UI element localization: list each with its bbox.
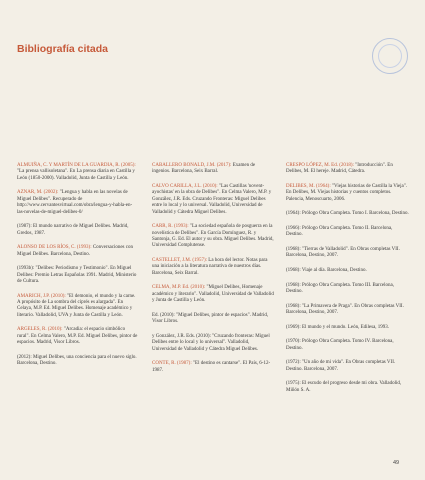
entry-text: "La sociedad española de posguerra en la novelística de Delibes". En García Domínguez, R. y Santonja, G. Ed. El autor y su obra. Miguel Delibes. Madrid, Universidad Complutense. (152, 224, 274, 249)
bibliography-entry (152, 334, 274, 353)
entry-author: CONTE, R. (1987): (152, 361, 192, 367)
bibliography-entry (286, 184, 410, 203)
entry-author: ARGELES, R. (2010): (17, 327, 63, 333)
bibliography-column-2 (152, 163, 274, 382)
entry-author: AMARICH, J.P. (2010): (17, 293, 66, 299)
bibliography-entry (286, 226, 410, 239)
bibliography-entry (17, 294, 139, 320)
bibliography-entry (152, 313, 274, 326)
bibliography-entry (152, 184, 274, 216)
entry-text: "Lengua y habla en las novelas de Miguel Delibes". Recuperado de http://www.cervantesvirtual.com/obra/lengua-y-habla-en-las-novelas-de-miguel-delibes-0/ (17, 190, 133, 215)
page-number: 49 (393, 460, 400, 466)
entry-text: "Las Castillas 'noventayochistas' en la obra de Delibes". En Celma Valero, M.P. y González, J.R. Eds. Cruzando Fronteras: Miguel Delibes entre lo local y lo universal. Valladolid, Universidad de Valladolid y Cátedra Miguel Delibes. (152, 184, 272, 215)
entry-text: (2012): Miguel Delibes, una conciencia para el nuevo siglo. Barcelona, Destino. (17, 354, 137, 367)
entry-text: (1966): Prólogo Obra Completa. Tomo II. Barcelona, Destino. (286, 226, 393, 238)
entry-text: "El demonio, el mundo y la carne. A propósito de La sombra del ciprés es alargada". En Celaya, M.P. Ed. Miguel Delibes. Homenaje académico y literario. Valladolid, UVA y Junta de Castilla y León. (17, 293, 136, 318)
entry-text: "Arcadia: el espacio simbólico rural". En Celma Valero, M.P. Ed. Miguel Delibes, pintor de espacios. Madrid, Visor Libros. (17, 327, 138, 346)
entry-text: (1968): "La Primavera de Praga". En Obras completas VII. Barcelona, Destino, 2007. (286, 303, 404, 315)
bibliography-entry (286, 339, 410, 352)
entry-text: (1968): Viaje al día. Barcelona, Destino. (286, 268, 367, 273)
entry-text: "La prensa vallisoletana". En La prensa diaria en Castilla y León (1850-2000). Valladolid, Junta de Castilla y León. (17, 169, 135, 181)
entry-text: (1968): "Tierras de Valladolid". En Obras completas VII. Barcelona, Destino, 2007. (286, 247, 400, 259)
entry-text: (1987): El mundo narrativo de Miguel Delibes. Madrid, Gredos, 1987. (17, 224, 129, 236)
bibliography-entry (152, 285, 274, 304)
bibliography-entry (152, 163, 274, 176)
entry-author: CABALLERO BONALD, J.M. (2017): (152, 163, 232, 168)
entry-text: "Viejas historias de Castilla la Vieja". En Delibes, M. Viejas historias y cuentos completos. Palencia, Menoscuarto, 2006. (286, 184, 408, 202)
bibliography-entry (17, 266, 139, 285)
entry-text: La hora del lector. Notas para una iniciación a la literatura narrativa de nuestros días. Barcelona, Seix Barral. (152, 258, 268, 276)
entry-text: "Introducción". En Delibes, M. El hereje. Madrid, Cátedra. (286, 163, 393, 175)
entry-text: (1970): Prólogo Obra Completa. Tomo IV. Barcelona, Destino. (286, 339, 394, 351)
entry-text: "Miguel Delibes, Homenaje académico y literario". Valladolid, Universidad de Valladolid y Junta de Castilla y León. (152, 285, 274, 304)
entry-text: (1964): Prólogo Obra Completa. Tomo I. Barcelona, Destino. (286, 211, 409, 217)
entry-text: "El destino es cantarse". El País, 6-12-1987. (152, 361, 271, 373)
bibliography-entry (286, 381, 410, 394)
bibliography-column-3 (286, 163, 410, 402)
bibliography-entry (17, 190, 139, 216)
bibliography-entry (152, 361, 274, 374)
bibliography-entry (17, 163, 139, 182)
bibliography-entry (17, 327, 139, 346)
entry-author: CALVO CARILLA, J.L. (2010): (152, 184, 218, 189)
entry-author: CRESPO LÓPEZ, M. Ed. (2018): (286, 163, 354, 168)
entry-author: CASTELLET, J.M. (1957): (152, 258, 208, 264)
bibliography-entry (286, 325, 410, 331)
bibliography-entry (286, 360, 410, 373)
bibliography-entry (286, 283, 410, 296)
page-title: Bibliografía citada (17, 43, 109, 55)
entry-text: (1969): El mundo y el mundo. León, Edilesa, 1993. (286, 324, 390, 330)
entry-text: Conversaciones con Miguel Delibes. Barcelona, Destino. (17, 245, 133, 257)
entry-author: DELIBES, M. (1964): (286, 184, 331, 189)
entry-author: CARR, R. (1993): (152, 224, 189, 230)
entry-text: (1993b): "Delibes: Periodismo y Testimonio". En Miguel Delibes: Premio Letras Españolas 1991. Madrid, Ministerio de Cultura. (17, 266, 137, 285)
entry-text: (1975): El escudo del progreso desde mi obra. Valladolid, Miñón S. A. (286, 381, 402, 393)
entry-author: CELMA, M.P. Ed. (2010): (152, 285, 206, 291)
bibliography-entry (286, 211, 410, 217)
entry-text: Ed. (2010): "Miguel Delibes, pintor de espacios". Madrid, Visor Libros. (152, 312, 269, 325)
entry-text: (1972): "Un año de mi vida". En Obras completas VII. Destino. Barcelona, 2007. (286, 360, 396, 372)
entry-text: (1968): Prólogo Obra Completa. Tomo III. Barcelona, Destino. (286, 282, 395, 294)
bibliography-entry (17, 224, 139, 237)
entry-text: Examen de ingenios. Barcelona, Seix Barral. (152, 163, 256, 175)
bibliography-entry (152, 258, 274, 277)
bibliography-entry (286, 268, 410, 274)
library-seal (372, 38, 408, 74)
bibliography-entry (17, 355, 139, 368)
entry-author: AZNAR, M. (2002): (17, 190, 59, 196)
bibliography-entry (286, 304, 410, 317)
entry-author: ALMUIÑA, C. Y MARTÍN DE LA GUARDIA, R. (2005): (17, 163, 136, 168)
bibliography-entry (17, 245, 139, 258)
entry-text: y González, J.R. Eds. (2010): "Cruzando fronteras: Miguel Delibes entre lo local y lo universal". Valladolid, Universidad de Valladolid y Cátedra Miguel Delibes. (152, 333, 270, 352)
bibliography-entry (286, 247, 410, 260)
bibliography-entry (152, 224, 274, 250)
entry-author: ALONSO DE LOS RÍOS, C. (1993): (17, 245, 92, 251)
bibliography-column-1 (17, 163, 139, 376)
bibliography-entry (286, 163, 410, 176)
